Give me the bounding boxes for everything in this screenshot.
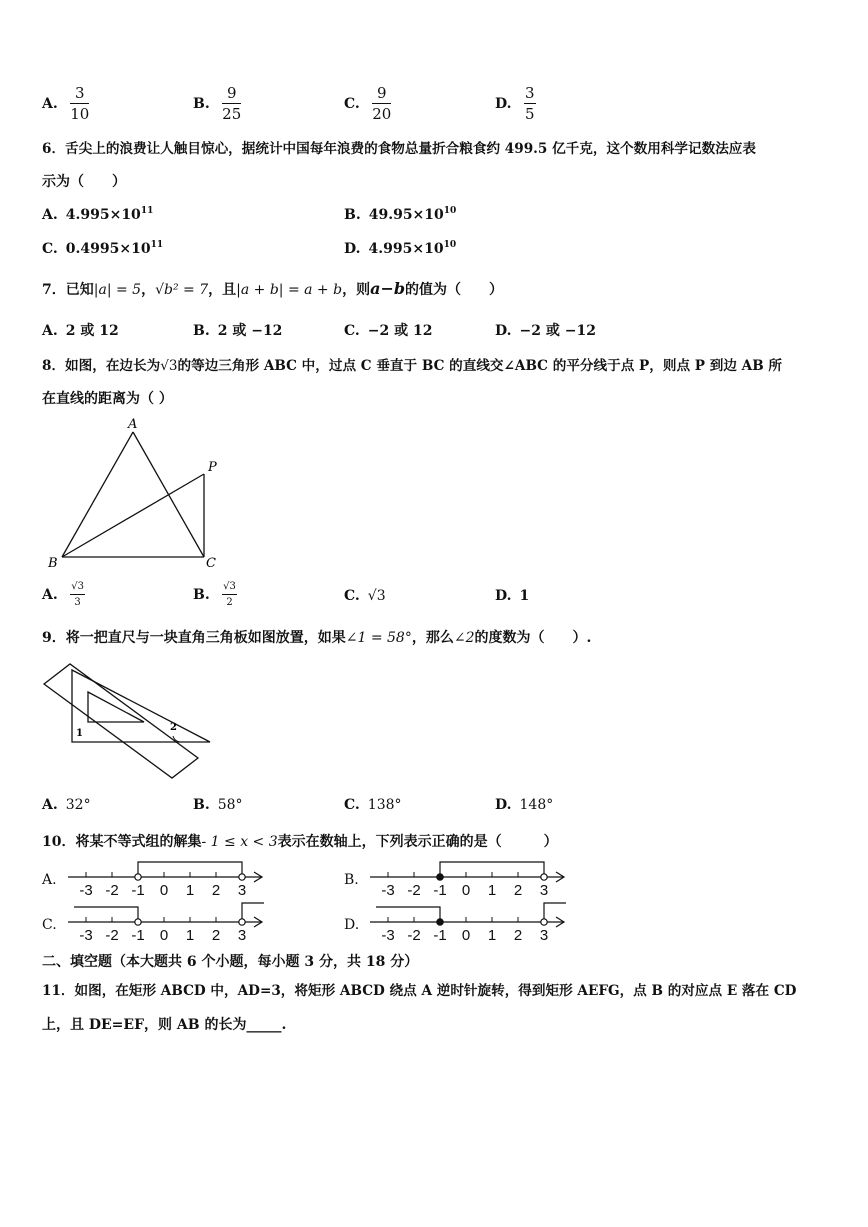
- set-square-inner: [88, 692, 144, 722]
- angle1-label: 1: [76, 728, 83, 739]
- tick-label: -2: [105, 882, 119, 899]
- closed-endpoint: [437, 874, 443, 880]
- open-endpoint: [239, 919, 245, 925]
- set-square-outer: [72, 670, 210, 742]
- tick-label: -1: [433, 927, 447, 944]
- q10-option-a-label: A.: [42, 872, 57, 888]
- q7-option-c: C. −2 或 12: [344, 323, 433, 339]
- tick-label: -3: [381, 927, 395, 944]
- q10-option-c-label: C.: [42, 917, 57, 933]
- q5-option-c: C. $\frac{9}{20}$: [344, 84, 392, 123]
- answer-blank[interactable]: _____: [246, 1017, 282, 1033]
- fraction: $\frac{3}{10}$: [70, 84, 90, 123]
- inequality-expression: - 1 ≤ x < 3: [201, 834, 278, 850]
- vertex-a-label: A: [128, 417, 138, 432]
- ruler-triangle-figure: [40, 658, 220, 788]
- tick-label: 1: [185, 927, 195, 944]
- q7-stem: 7．已知|a| = 5，√b² = 7，且|a + b| = a + b，则a−b的值为（ ）: [42, 279, 504, 298]
- fraction: $\frac{√3}{3}$: [71, 581, 84, 608]
- tick-label: -1: [433, 882, 447, 899]
- tick-label: -3: [381, 882, 395, 899]
- q10-stem: 10．将某不等式组的解集- 1 ≤ x < 3表示在数轴上，下列表示正确的是（ ）: [42, 834, 558, 850]
- q6-option-d: D. $4.995\times 10^{10}$: [344, 240, 457, 257]
- tick-label: 0: [159, 882, 169, 899]
- number-line-a: [64, 855, 274, 900]
- q5-option-d: D. $\frac{3}{5}$: [495, 84, 535, 123]
- q9-option-a: A. 32°: [42, 797, 91, 813]
- q7-option-d: D. −2 或 −12: [495, 323, 596, 339]
- side-ab: [62, 432, 133, 557]
- tick-label: -2: [407, 927, 421, 944]
- fraction: $\frac{3}{5}$: [524, 84, 535, 123]
- tick-label: 0: [461, 882, 471, 899]
- tick-label: -1: [131, 882, 145, 899]
- tick-label: 2: [513, 927, 523, 944]
- fraction: $\frac{9}{20}$: [372, 84, 392, 123]
- q9-option-b: B. 58°: [193, 797, 243, 813]
- point-p-label: P: [208, 460, 217, 475]
- solution-bracket-right: [544, 903, 566, 922]
- q8-option-c: C. √3: [344, 588, 386, 604]
- tick-label: 2: [513, 882, 523, 899]
- angle1-expression: ∠1 = 58°: [345, 630, 412, 646]
- tick-label: 3: [539, 882, 549, 899]
- number-line-c: [64, 900, 274, 945]
- abs-a-expression: |a| = 5: [93, 282, 142, 298]
- tick-label: 2: [211, 927, 221, 944]
- tick-label: 3: [539, 927, 549, 944]
- q6-option-c: C. $0.4995\times 10^{11}$: [42, 240, 164, 257]
- tick-label: 1: [185, 882, 195, 899]
- q8-stem-line1: 8．如图，在边长为√3的等边三角形 ABC 中，过点 C 垂直于 BC 的直线交∠ABC 的平分线于点 P，则点 P 到边 AB 所: [42, 358, 783, 374]
- tick-label: -2: [105, 927, 119, 944]
- q8-option-a: A. $\frac{√3}{3}$: [42, 581, 84, 608]
- tick-label: 3: [237, 882, 247, 899]
- open-endpoint: [135, 874, 141, 880]
- abs-ab-expression: |a + b| = a + b: [236, 282, 343, 298]
- section-title: 二、填空题（本大题共 6 个小题，每小题 3 分，共 18 分）: [42, 954, 419, 970]
- vertex-c-label: C: [206, 556, 216, 571]
- q6-stem-line2: 示为（ ）: [42, 174, 126, 190]
- vertex-b-label: B: [48, 556, 58, 571]
- tick-label: 2: [211, 882, 221, 899]
- open-endpoint: [135, 919, 141, 925]
- q10-option-b-label: B.: [344, 872, 359, 888]
- q5-option-b: B. $\frac{9}{25}$: [193, 84, 242, 123]
- bisector-bp: [62, 474, 204, 557]
- tick-label: 0: [461, 927, 471, 944]
- tick-label: 3: [237, 927, 247, 944]
- a-minus-b-expression: a−b: [370, 279, 406, 298]
- solution-bracket-right: [242, 903, 264, 922]
- q10-option-d-label: D.: [344, 917, 360, 933]
- fraction: $\frac{9}{25}$: [222, 84, 242, 123]
- tick-label: 1: [487, 882, 497, 899]
- q7-option-b: B. 2 或 −12: [193, 323, 283, 339]
- q8-option-d: D. 1: [495, 588, 530, 604]
- q8-option-b: B. $\frac{√3}{2}$: [193, 581, 236, 608]
- triangle-figure: [40, 412, 230, 572]
- ruler: [44, 664, 198, 778]
- q6-stem-line1: 6．舌尖上的浪费让人触目惊心，据统计中国每年浪费的食物总量折合粮食约 499.5 亿千克，这个数用科学记数法应表: [42, 141, 756, 157]
- tick-label: 1: [487, 927, 497, 944]
- q9-option-d: D. 148°: [495, 797, 554, 813]
- q6-option-b: B. $49.95\times 10^{10}$: [344, 206, 457, 223]
- tick-label: -2: [407, 882, 421, 899]
- q7-option-a: A. 2 或 12: [42, 323, 119, 339]
- q11-stem-line1: 11．如图，在矩形 ABCD 中，AD=3，将矩形 ABCD 绕点 A 逆时针旋转，得到矩形 AEFG，点 B 的对应点 E 落在 CD: [42, 983, 797, 999]
- number-line-d: [366, 900, 576, 945]
- tick-label: -1: [131, 927, 145, 944]
- q6-option-a: A. $4.995\times 10^{11}$: [42, 206, 154, 223]
- solution-bracket-left: [74, 907, 138, 922]
- q8-stem-line2: 在直线的距离为（ ）: [42, 391, 173, 407]
- closed-endpoint: [437, 919, 443, 925]
- open-endpoint: [541, 874, 547, 880]
- angle2-expression: ∠2: [453, 630, 475, 646]
- q5-option-a: A. $\frac{3}{10}$: [42, 84, 90, 123]
- q9-stem: 9．将一把直尺与一块直角三角板如图放置，如果∠1 = 58°，那么∠2的度数为（ ）.: [42, 630, 592, 646]
- fraction: $\frac{√3}{2}$: [223, 581, 236, 608]
- q9-option-c: C. 138°: [344, 797, 402, 813]
- open-endpoint: [541, 919, 547, 925]
- tick-label: -3: [79, 882, 93, 899]
- tick-label: -3: [79, 927, 93, 944]
- sqrt-b-expression: √b² = 7: [155, 282, 209, 298]
- q11-stem-line2: 上，且 DE=EF，则 AB 的长为_____.: [42, 1017, 287, 1033]
- solution-bracket-left: [376, 907, 440, 922]
- angle2-label: 2: [170, 722, 177, 733]
- open-endpoint: [239, 874, 245, 880]
- tick-label: 0: [159, 927, 169, 944]
- number-line-b: [366, 855, 576, 900]
